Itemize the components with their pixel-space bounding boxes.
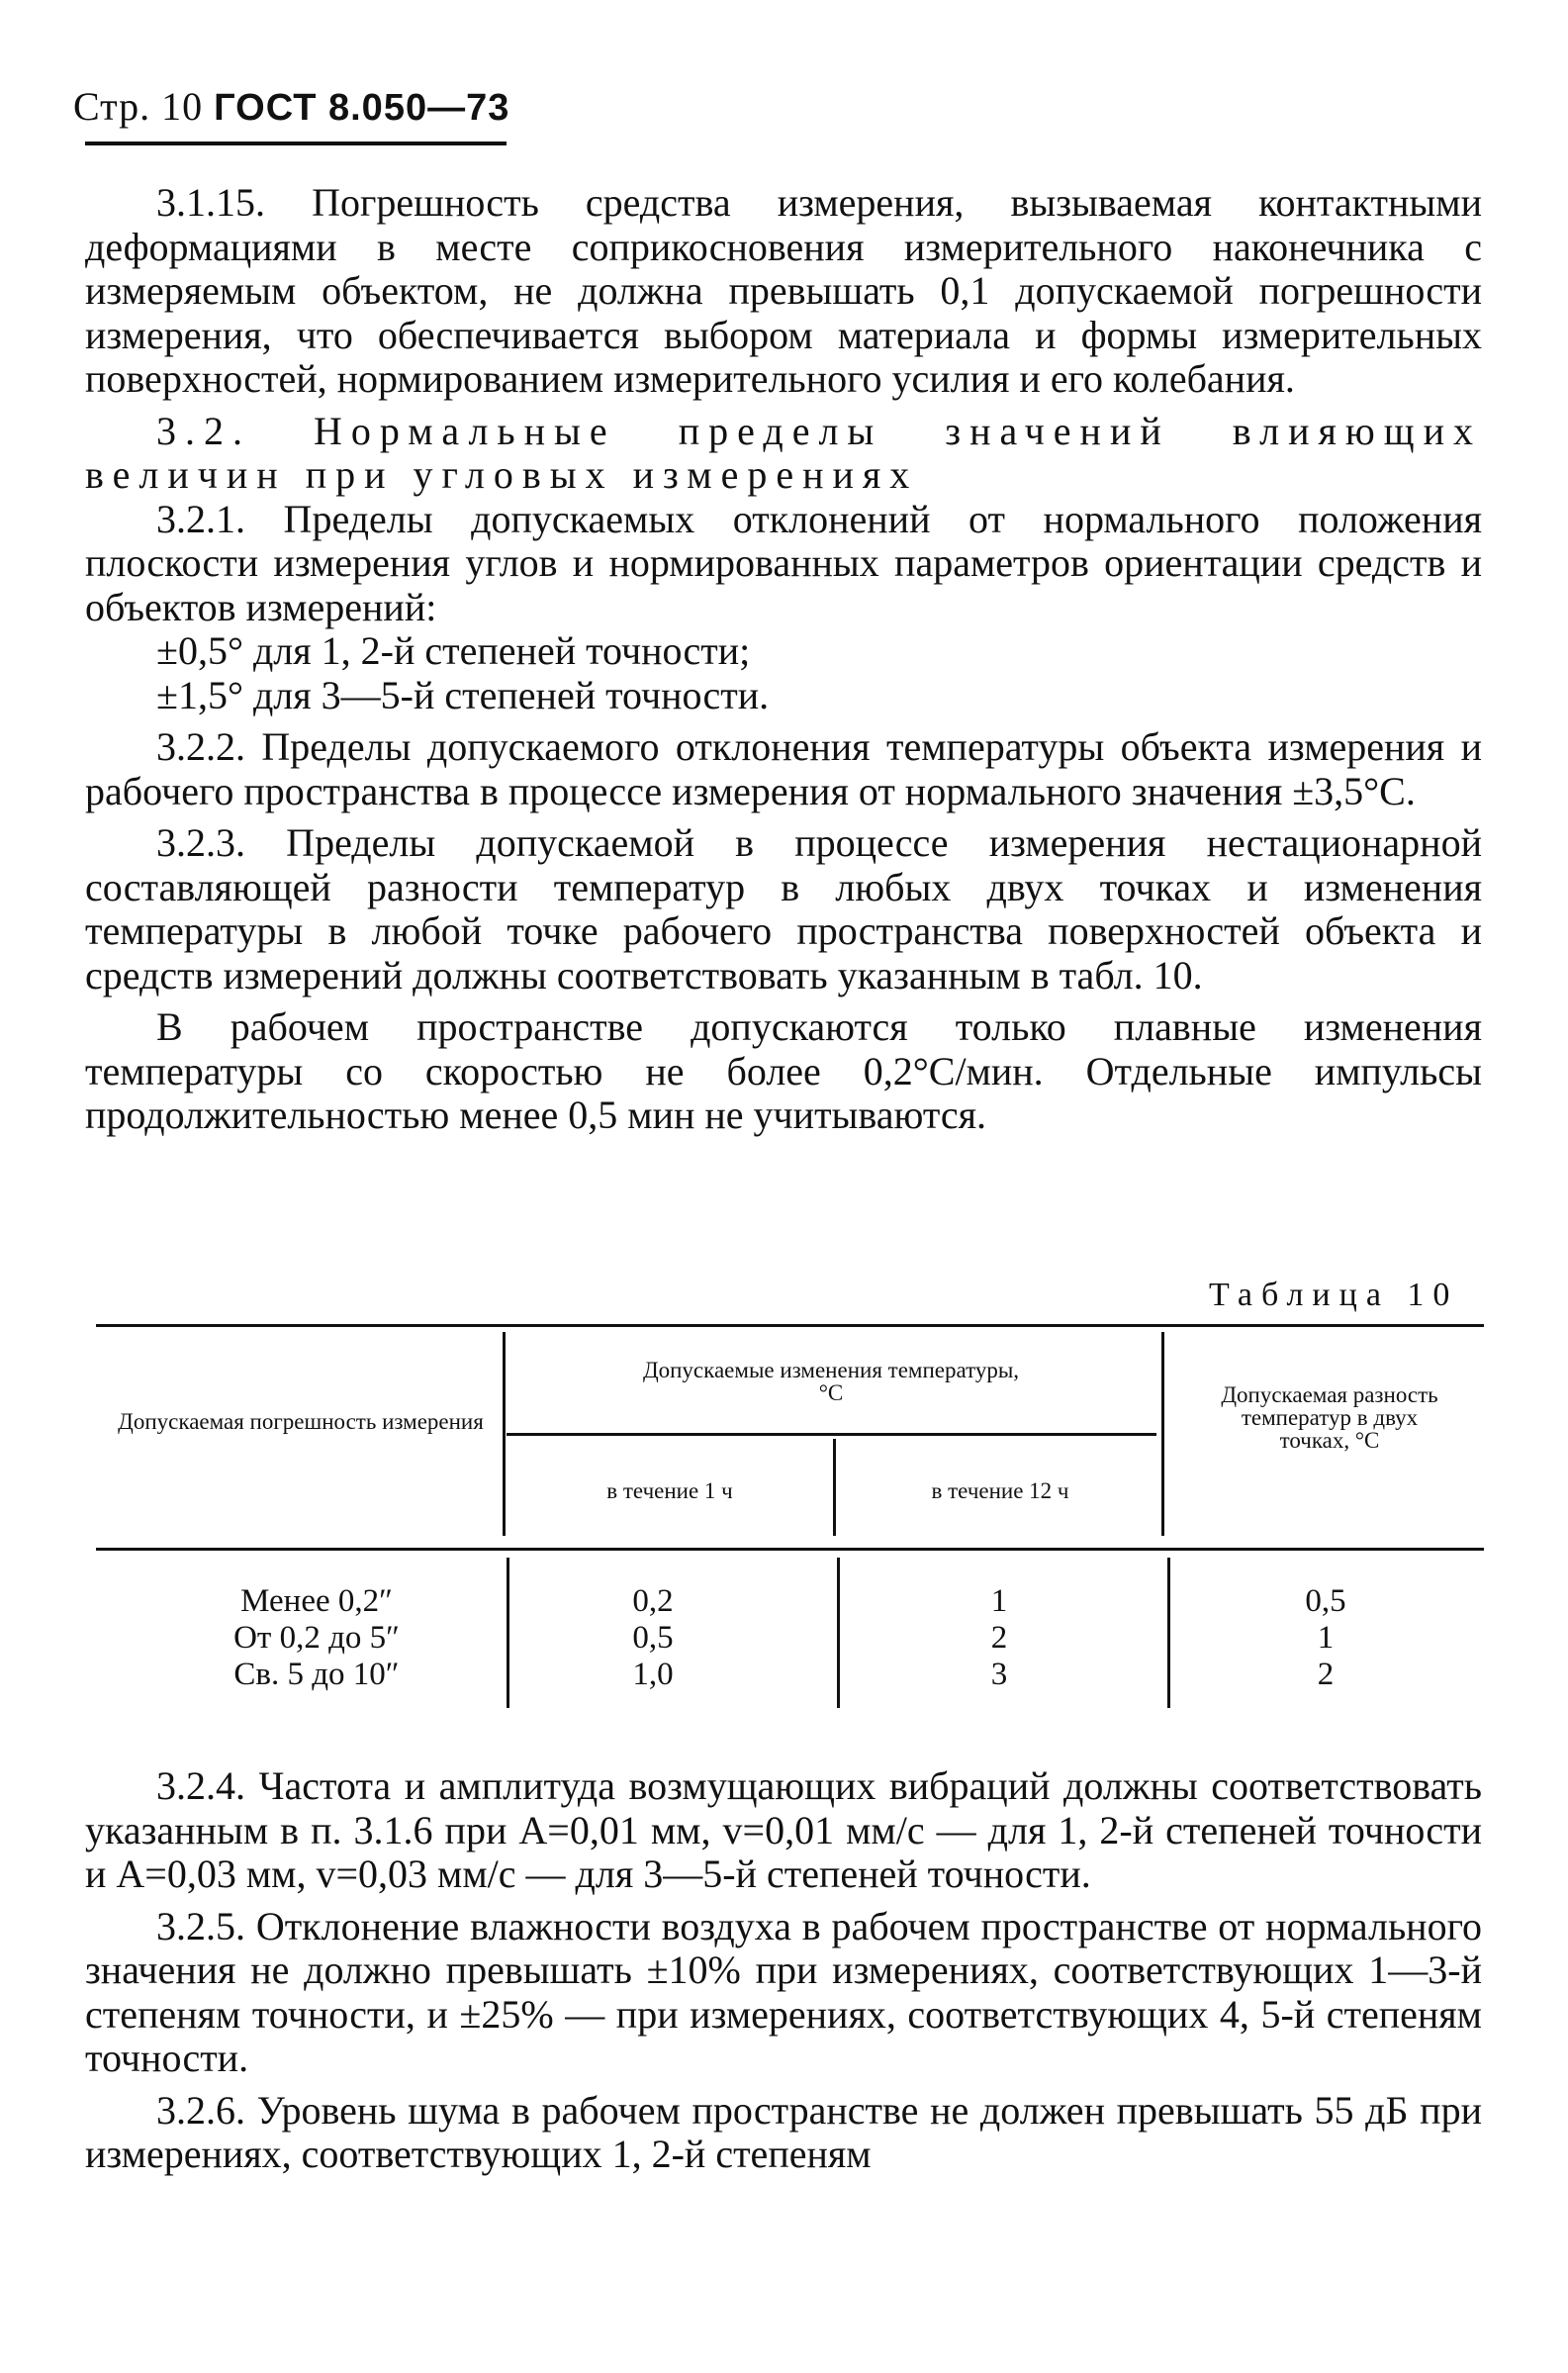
table-divider	[833, 1439, 836, 1536]
table-cell: 1	[990, 1583, 1008, 1619]
paragraph-temperature-rate: В рабочем пространстве допускаются только плавные изменения температуры со скоростью не более 0,2°С/мин. Отдельные импульсы продолжительностью менее 0,5 мин не учитываются.	[85, 1004, 1482, 1137]
header-temp-change: Допускаемые изменения температуры, °С	[642, 1358, 1020, 1405]
standard-number: ГОСТ 8.050—73	[214, 87, 510, 129]
header-1-hour: в течение 1 ч	[606, 1478, 733, 1503]
table-cell: 0,5	[1305, 1583, 1346, 1619]
section-heading-3-2: 3.2. Нормальные пределы значений влияющих величин при угловых измерениях	[85, 408, 1482, 497]
table-header-rule	[96, 1548, 1484, 1551]
header-temp-difference: Допускаемая разность температур в двух точках, °С	[1221, 1382, 1438, 1453]
running-header	[73, 83, 509, 130]
paragraph-3-2-4: 3.2.4. Частота и амплитуда возмущающих вибраций должны соответствовать указанным в п. 3.1.6 при A=0,01 мм, v=0,01 мм/с — для 1, 2-й степеней точности и A=0,03 мм, v=0,03 мм/с — для 3—5-й степеней точности.	[85, 1763, 1482, 1896]
text-block-bottom	[85, 1764, 1482, 2177]
table-caption: Таблица 10	[1209, 1277, 1459, 1313]
list-item-tolerance-1: ±0,5° для 1, 2-й степеней точности;	[156, 628, 751, 673]
header-12-hours: в течение 12 ч	[931, 1478, 1069, 1503]
paragraph-3-2-2: 3.2.2. Пределы допускаемого отклонения температуры объекта измерения и рабочего пространства в процессе измерения от нормального значения ±3,5°С.	[85, 724, 1482, 813]
paragraph-3-1-15: 3.1.15. Погрешность средства измерения, вызываемая контактными деформациями в месте соприкосновения измерительного наконечника с измеряемым объектом, не должна превышать 0,1 допускаемой погрешности измерения, что обеспечивается выбором материала и формы измерительных поверхностей, нормированием измерительного усилия и его колебания.	[85, 180, 1482, 401]
table-top-rule	[96, 1324, 1484, 1327]
header-accuracy: Допускаемая погрешность измерения	[118, 1409, 484, 1434]
table-divider	[837, 1558, 840, 1708]
table-column-accuracy	[148, 1583, 485, 1693]
table-divider	[1161, 1332, 1164, 1536]
header-rule	[85, 142, 507, 145]
table-cell: 2	[990, 1620, 1008, 1656]
page-label: Стр. 10	[73, 84, 204, 129]
table-divider	[503, 1332, 506, 1536]
table-group-rule	[507, 1433, 1156, 1436]
text-block-top	[85, 181, 1482, 1138]
table-divider	[1167, 1558, 1170, 1708]
table-cell: Св. 5 до 10″	[233, 1657, 400, 1692]
list-item-tolerance-2: ±1,5° для 3—5-й степеней точности.	[156, 672, 770, 717]
table-cell: Менее 0,2″	[240, 1583, 393, 1619]
table-cell: 1	[1317, 1620, 1335, 1656]
table-cell: От 0,2 до 5″	[233, 1620, 400, 1656]
paragraph-3-2-3: 3.2.3. Пределы допускаемой в процессе измерения нестационарной составляющей разности температур в любых двух точках и изменения температуры в любой точке рабочего пространства поверхностей объекта и средств измерений должны соответствовать указанным в табл. 10.	[85, 820, 1482, 997]
table-column-1-hour	[554, 1583, 752, 1693]
table-cell: 1,0	[632, 1657, 674, 1692]
table-cell: 0,5	[632, 1620, 674, 1656]
table-divider	[507, 1558, 509, 1708]
table-cell: 2	[1317, 1657, 1335, 1692]
paragraph-3-2-1: 3.2.1. Пределы допускаемых отклонений от нормального положения плоскости измерения углов и нормированных параметров ориентации средств и объектов измерений:	[85, 496, 1482, 629]
table-cell: 0,2	[632, 1583, 674, 1619]
paragraph-3-2-6: 3.2.6. Уровень шума в рабочем пространстве не должен превышать 55 дБ при измерениях, соответствующих 1, 2-й степеням	[85, 2087, 1482, 2176]
paragraph-3-2-5: 3.2.5. Отклонение влажности воздуха в рабочем пространстве от нормального значения не должно превышать ±10% при измерениях, соответствующих 1—3-й степеням точности, и ±25% — при измерениях, соответствующих 4, 5-й степеням точности.	[85, 1903, 1482, 2080]
table-cell: 3	[990, 1657, 1008, 1692]
table-column-12-hours	[890, 1583, 1108, 1693]
table-column-difference	[1217, 1583, 1434, 1693]
